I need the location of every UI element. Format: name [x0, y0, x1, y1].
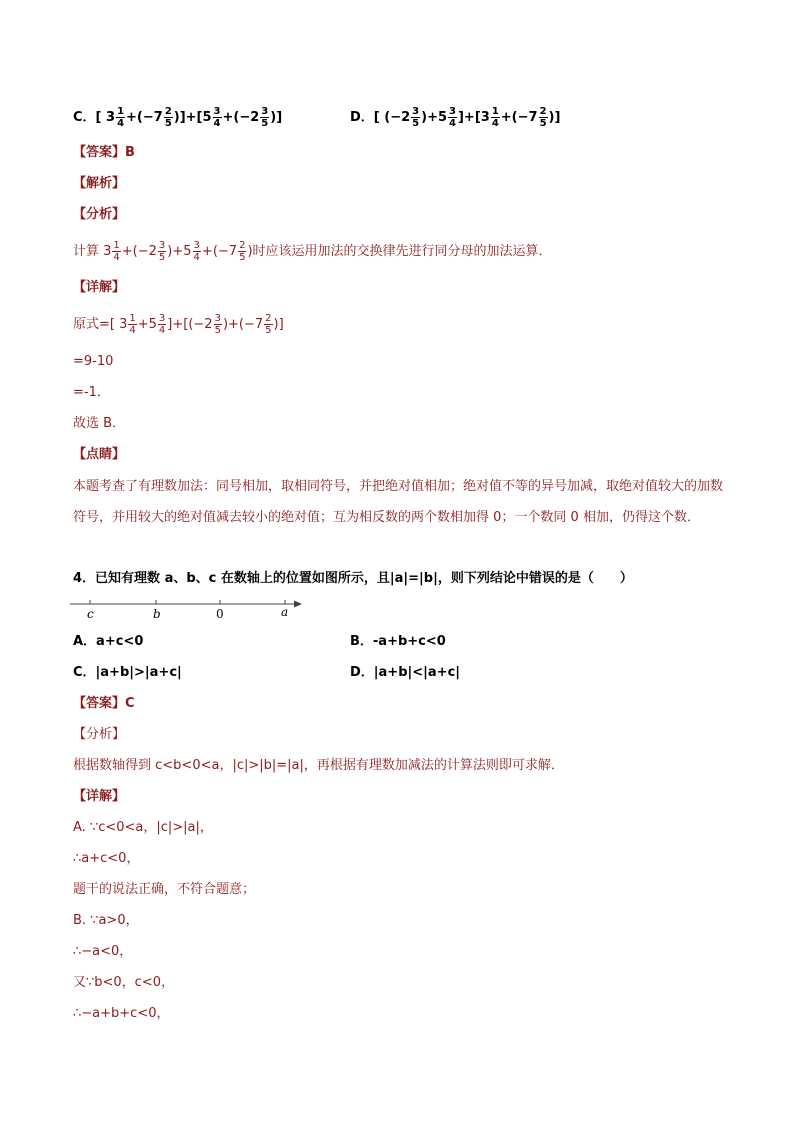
q4-detail-line: A. ∵c<0<a，|c|>|a|，: [73, 820, 213, 835]
fraction: $\frac{2}{5}$: [265, 313, 272, 336]
q4-detail-line: ∴−a+b+c<0，: [73, 1006, 170, 1021]
label-0: 0: [216, 607, 224, 621]
q3-dianjing-text: 本题考查了有理数加法：同号相加，取相同符号，并把绝对值相加；绝对值不等的异号加减，取绝对值较大的加数符号，并用较大的绝对值减去较小的绝对值；互为相反数的两个数相加得 0；一个数同 0 相加，仍得这个数．: [73, 479, 724, 525]
q4-detail-heading: 【详解】: [73, 789, 126, 804]
label-a: a: [281, 605, 289, 619]
fraction: $\frac{3}{5}$: [261, 106, 269, 129]
q4-fenxi-heading: 【分析】: [73, 727, 126, 742]
q3-fenxi-heading: 【分析】: [73, 207, 126, 222]
q4-stem: 4．已知有理数 a、b、c 在数轴上的位置如图所示，且|a|=|b|，则下列结论中错误的是（ ）: [73, 571, 633, 586]
number-line: [70, 594, 310, 624]
q3-conclusion: 故选 B．: [73, 416, 126, 431]
fraction: $\frac{3}{4}$: [193, 240, 200, 263]
fraction: $\frac{1}{4}$: [129, 313, 136, 336]
label-b: b: [153, 607, 161, 621]
fraction: $\frac{3}{4}$: [449, 106, 456, 129]
fraction: $\frac{1}{4}$: [491, 106, 499, 129]
q3-fenxi-text: 计算 3 $\frac{1}{4}$ +(−2 $\frac{3}{5}$ )+5 $\frac{3}{4}$ +(−7 $\frac{2}{5}$ )时应该运用加法的交换律先进行同分母的加法运算．: [73, 240, 552, 263]
q4-option-c: C．|a+b|>|a+c|: [73, 665, 182, 680]
fraction: $\frac{2}{5}$: [164, 106, 172, 129]
q4-option-b: B．-a+b+c<0: [350, 634, 446, 649]
q3-analysis-heading: 【解析】: [73, 176, 126, 191]
q4-option-d: D．|a+b|<|a+c|: [350, 665, 461, 680]
q3-detail-equation: 原式=[ 3 $\frac{1}{4}$ +5 $\frac{3}{4}$ ]+[(−2 $\frac{3}{5}$ )+(−7 $\frac{2}{5}$ )]: [73, 313, 284, 336]
q4-detail-line: ∴a+c<0，: [73, 851, 140, 866]
fraction: $\frac{1}{4}$: [113, 240, 120, 263]
fraction: $\frac{3}{5}$: [158, 240, 166, 263]
fraction: $\frac{3}{5}$: [412, 106, 420, 129]
q3-step-1: =9-10: [73, 354, 114, 369]
q3-dianjing-heading: 【点睛】: [73, 447, 126, 462]
q4-fenxi-text: 根据数轴得到 c<b<0<a，|c|>|b|=|a|，再根据有理数加减法的计算法则即可求解．: [73, 758, 564, 773]
fraction: $\frac{1}{4}$: [117, 106, 125, 129]
q4-detail-line: B. ∵a>0，: [73, 913, 139, 928]
arrow-head: [294, 601, 302, 608]
q4-detail-line: 又∵b<0，c<0，: [73, 975, 174, 990]
q4-option-a: A．a+c<0: [73, 634, 144, 649]
label-c: c: [87, 607, 94, 621]
q4-answer: 【答案】C: [73, 696, 135, 711]
q3-option-d: D．[ (−2 $\frac{3}{5}$ )+5 $\frac{3}{4}$ ]+[3 $\frac{1}{4}$ +(−7 $\frac{2}{5}$ )]: [350, 106, 561, 129]
fraction: $\frac{3}{4}$: [213, 106, 221, 129]
fraction: $\frac{3}{4}$: [158, 313, 166, 336]
fraction: $\frac{3}{5}$: [214, 313, 221, 336]
fraction: $\frac{2}{5}$: [239, 240, 246, 263]
fraction: $\frac{2}{5}$: [539, 106, 547, 129]
q4-detail-line: 题干的说法正确，不符合题意；: [73, 882, 256, 897]
q3-answer: 【答案】B: [73, 145, 135, 160]
q3-step-2: =-1．: [73, 385, 110, 400]
q3-detail-heading: 【详解】: [73, 280, 126, 295]
q3-option-c: C．[ 3 $\frac{1}{4}$ +(−7 $\frac{2}{5}$ )]+[5 $\frac{3}{4}$ +(−2 $\frac{3}{5}$ )]: [73, 106, 283, 129]
q4-detail-line: ∴−a<0，: [73, 944, 133, 959]
